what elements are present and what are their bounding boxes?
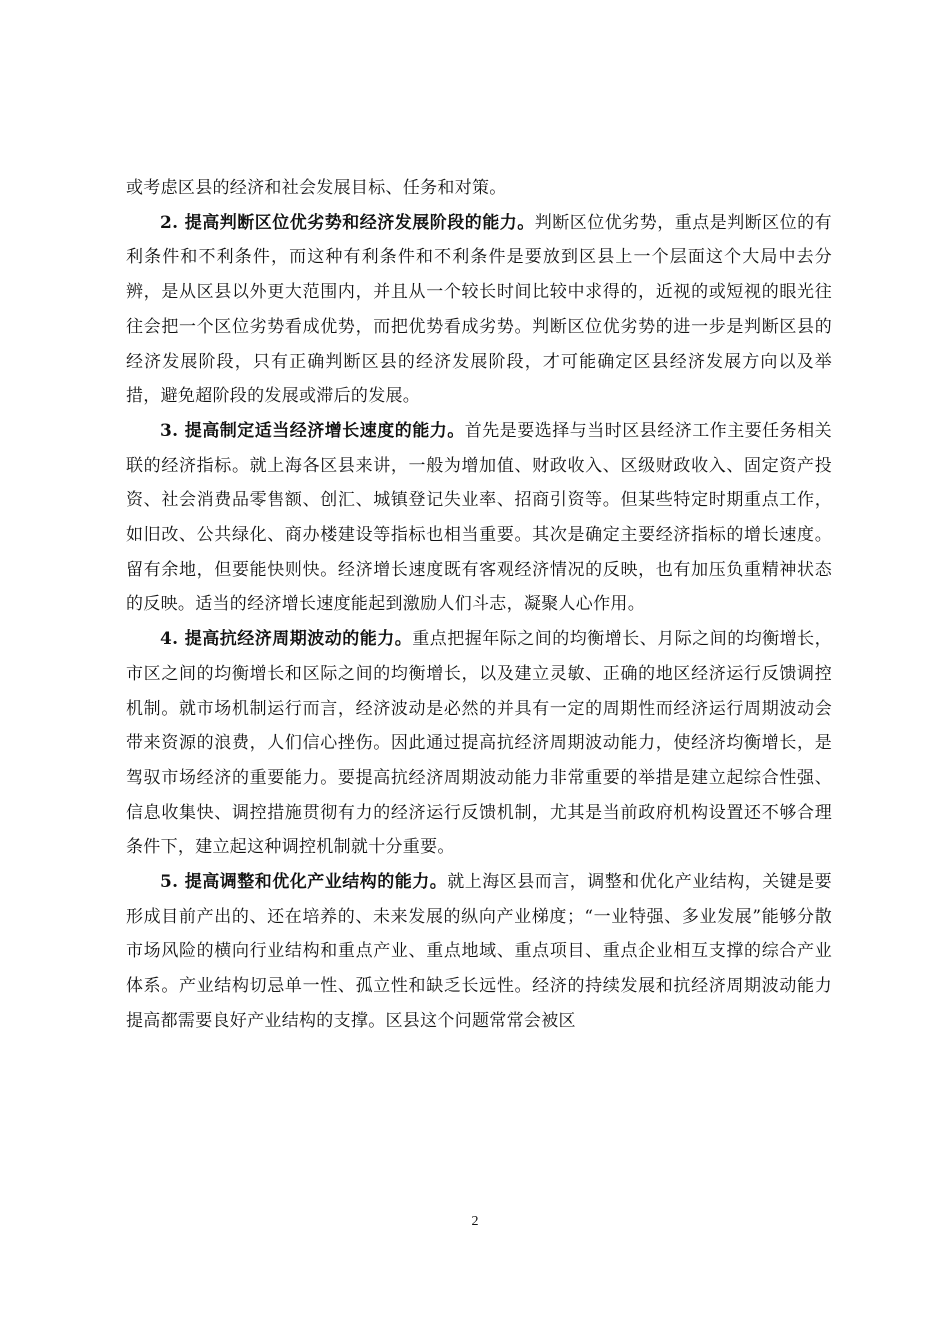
paragraph-text: 重点把握年际之间的均衡增长、月际之间的均衡增长，市区之间的均衡增长和区际之间的均衡增长，以及建立灵敏、正确的地区经济运行反馈调控机制。就市场机制运行而言，经济波动是必然的并具有一定的周期性而经济运行周期波动会带来资源的浪费，人们信心挫伤。因此通过提高抗经济周期波动能力，使经济均衡增长，是驾驭市场经济的重要能力。要提高抗经济周期波动能力非常重要的举措是建立起综合性强、信息收集快、调控措施贯彻有力的经济运行反馈机制，尤其是当前政府机构设置还不够合理条件下，建立起这种调控机制就十分重要。 xyxy=(126,629,832,858)
paragraph-text: 首先是要选择与当时区县经济工作主要任务相关联的经济指标。就上海各区县来讲，一般为增加值、财政收入、区级财政收入、固定资产投资、社会消费品零售额、创汇、城镇登记失业率、招商引资等。但某些特定时期重点工作，如旧改、公共绿化、商办楼建设等指标也相当重要。其次是确定主要经济指标的增长速度。留有余地，但要能快则快。经济增长速度既有客观经济情况的反映，也有加压负重精神状态的反映。适当的经济增长速度能起到激励人们斗志，凝聚人心作用。 xyxy=(126,420,832,615)
item-heading: 提高抗经济周期波动的能力。 xyxy=(184,629,413,650)
paragraph-item-2 xyxy=(126,206,832,414)
item-heading: 提高调整和优化产业结构的能力。 xyxy=(184,872,448,893)
paragraph-item-4 xyxy=(126,622,832,865)
paragraph-text: 判断区位优劣势，重点是判断区位的有利条件和不利条件，而这种有利条件和不利条件是要放到区县上一个层面这个大局中去分辨，是从区县以外更大范围内，并且从一个较长时间比较中求得的，近视的或短视的眼光往往会把一个区位劣势看成优势，而把优势看成劣势。判断区位优劣势的进一步是判断区县的经济发展阶段，只有正确判断区县的经济发展阶段，才可能确定区县经济发展方向以及举措，避免超阶段的发展或滞后的发展。 xyxy=(126,212,832,407)
item-number: 5. xyxy=(160,872,185,893)
paragraph-continuation xyxy=(126,171,832,206)
item-number: 4. xyxy=(160,629,185,650)
item-number: 2. xyxy=(160,212,185,233)
document-body xyxy=(126,171,832,1039)
item-heading: 提高制定适当经济增长速度的能力。 xyxy=(184,420,465,441)
page-number: 2 xyxy=(471,1214,479,1229)
paragraph-text: 就上海区县而言，调整和优化产业结构，关键是要形成目前产出的、还在培养的、未来发展的纵向产业梯度；“一业特强、多业发展”能够分散市场风险的横向行业结构和重点产业、重点地域、重点项目、重点企业相互支撑的综合产业体系。产业结构切忌单一性、孤立性和缺乏长远性。经济的持续发展和抗经济周期波动能力提高都需要良好产业结构的支撑。区县这个问题常常会被区 xyxy=(126,872,832,1031)
paragraph-text: 或考虑区县的经济和社会发展目标、任务和对策。 xyxy=(126,178,507,198)
item-heading: 提高判断区位优劣势和经济发展阶段的能力。 xyxy=(184,212,535,233)
item-number: 3. xyxy=(160,420,185,441)
paragraph-item-3 xyxy=(126,414,832,622)
paragraph-item-5 xyxy=(126,865,832,1039)
